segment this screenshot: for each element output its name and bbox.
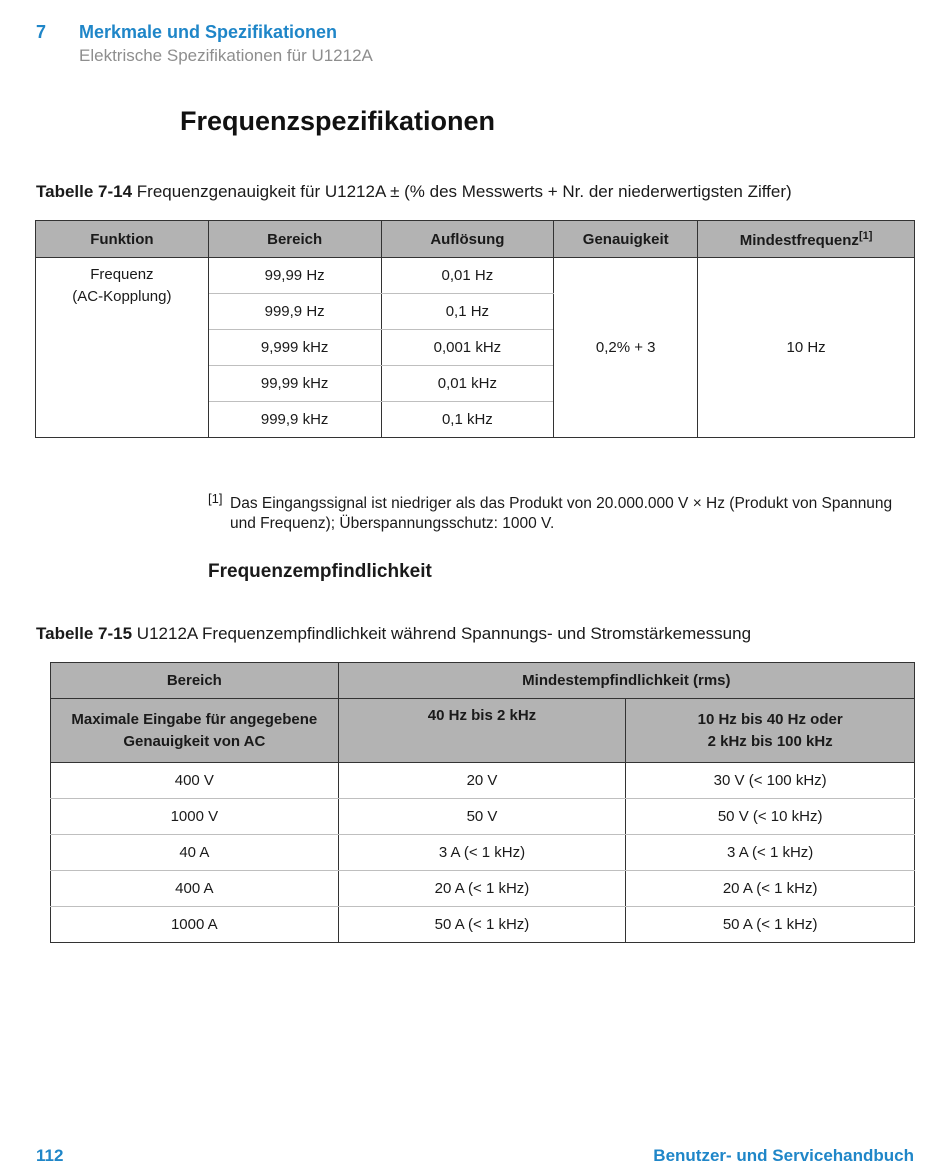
resolution-cell: 0,01 kHz bbox=[381, 366, 554, 402]
table1-caption-text: Frequenzgenauigkeit für U1212A ± (% des Messwerts + Nr. der niederwertigsten Ziffer) bbox=[132, 182, 792, 201]
table2-caption-label: Tabelle 7-15 bbox=[36, 624, 133, 643]
sensitivity-cell: 20 V bbox=[338, 763, 626, 799]
table-row bbox=[51, 871, 915, 907]
sensitivity-cell: 20 A (< 1 kHz) bbox=[338, 871, 626, 907]
page-title: Frequenzspezifikationen bbox=[180, 106, 496, 136]
range-cell: 9,999 kHz bbox=[208, 330, 381, 366]
range-cell: 99,99 kHz bbox=[208, 366, 381, 402]
table1-caption-label: Tabelle 7-14 bbox=[36, 182, 133, 201]
function-line2: (AC-Kopplung) bbox=[72, 288, 172, 305]
chapter-title: Merkmale und Spezifikationen bbox=[79, 22, 338, 42]
section-heading: Frequenzempfindlichkeit bbox=[208, 561, 432, 582]
frequency-accuracy-table bbox=[35, 220, 915, 438]
footnote-mark: [1] bbox=[208, 491, 223, 506]
subheader-max-input-line2: Genauigkeit von AC bbox=[123, 732, 266, 750]
range-cell: 999,9 kHz bbox=[208, 402, 381, 438]
header-function: Funktion bbox=[36, 221, 209, 258]
manual-title: Benutzer- und Servicehandbuch bbox=[653, 1146, 914, 1165]
sensitivity-cell: 50 A (< 1 kHz) bbox=[338, 907, 626, 943]
resolution-cell: 0,1 kHz bbox=[381, 402, 554, 438]
header-range: Bereich bbox=[51, 663, 339, 699]
frequency-sensitivity-table bbox=[50, 662, 915, 943]
sensitivity-cell: 50 V (< 10 kHz) bbox=[626, 799, 915, 835]
range-cell: 999,9 Hz bbox=[208, 294, 381, 330]
range-cell: 400 A bbox=[51, 871, 339, 907]
function-line1: Frequenz bbox=[90, 266, 154, 283]
header-min-frequency-label: Mindestfrequenz bbox=[739, 231, 859, 249]
table-row bbox=[51, 799, 915, 835]
resolution-cell: 0,1 Hz bbox=[381, 294, 554, 330]
sensitivity-cell: 20 A (< 1 kHz) bbox=[626, 871, 915, 907]
sensitivity-cell: 3 A (< 1 kHz) bbox=[338, 835, 626, 871]
subheader-max-input bbox=[51, 699, 339, 763]
range-cell: 99,99 Hz bbox=[208, 258, 381, 294]
subheader-10hz-100khz bbox=[626, 699, 915, 763]
footnote-text: Das Eingangssignal ist niedriger als das Produkt von 20.000.000 V × Hz (Produkt von Spannung und Frequenz); Überspannungsschutz: 1000 V. bbox=[230, 495, 893, 532]
resolution-cell: 0,01 Hz bbox=[381, 258, 554, 294]
header-range: Bereich bbox=[208, 221, 381, 258]
sensitivity-cell: 30 V (< 100 kHz) bbox=[626, 763, 915, 799]
sensitivity-cell: 3 A (< 1 kHz) bbox=[626, 835, 915, 871]
section-subtitle: Elektrische Spezifikationen für U1212A bbox=[79, 46, 373, 65]
table1-caption bbox=[36, 182, 792, 202]
range-cell: 40 A bbox=[51, 835, 339, 871]
chapter-number: 7 bbox=[36, 22, 47, 42]
function-cell bbox=[36, 258, 209, 438]
sensitivity-cell: 50 A (< 1 kHz) bbox=[626, 907, 915, 943]
table-row bbox=[51, 835, 915, 871]
page-number: 112 bbox=[36, 1146, 64, 1165]
header-resolution: Auflösung bbox=[381, 221, 554, 258]
sensitivity-cell: 50 V bbox=[338, 799, 626, 835]
subheader-40hz-2khz bbox=[338, 699, 626, 763]
subheader-10hz-100khz-line2: 2 kHz bis 100 kHz bbox=[707, 732, 833, 750]
subheader-max-input-line1: Maximale Eingabe für angegebene bbox=[71, 710, 318, 728]
subheader-40hz-2khz-label: 40 Hz bis 2 kHz bbox=[427, 707, 537, 724]
range-cell: 1000 A bbox=[51, 907, 339, 943]
table2-caption-text: U1212A Frequenzempfindlichkeit während Spannungs- und Stromstärkemessung bbox=[132, 624, 752, 643]
range-cell: 400 V bbox=[51, 763, 339, 799]
subheader-10hz-100khz-line1: 10 Hz bis 40 Hz oder bbox=[697, 710, 843, 728]
min-frequency-cell: 10 Hz bbox=[698, 258, 915, 438]
range-cell: 1000 V bbox=[51, 799, 339, 835]
table-row bbox=[51, 763, 915, 799]
header-accuracy: Genauigkeit bbox=[554, 221, 698, 258]
header-min-sensitivity: Mindestempfindlichkeit (rms) bbox=[338, 663, 914, 699]
table-row bbox=[51, 907, 915, 943]
accuracy-cell: 0,2% + 3 bbox=[554, 258, 698, 438]
footnote-ref: [1] bbox=[858, 229, 873, 242]
table2-caption bbox=[36, 624, 751, 644]
resolution-cell: 0,001 kHz bbox=[381, 330, 554, 366]
header-min-frequency bbox=[698, 221, 915, 258]
